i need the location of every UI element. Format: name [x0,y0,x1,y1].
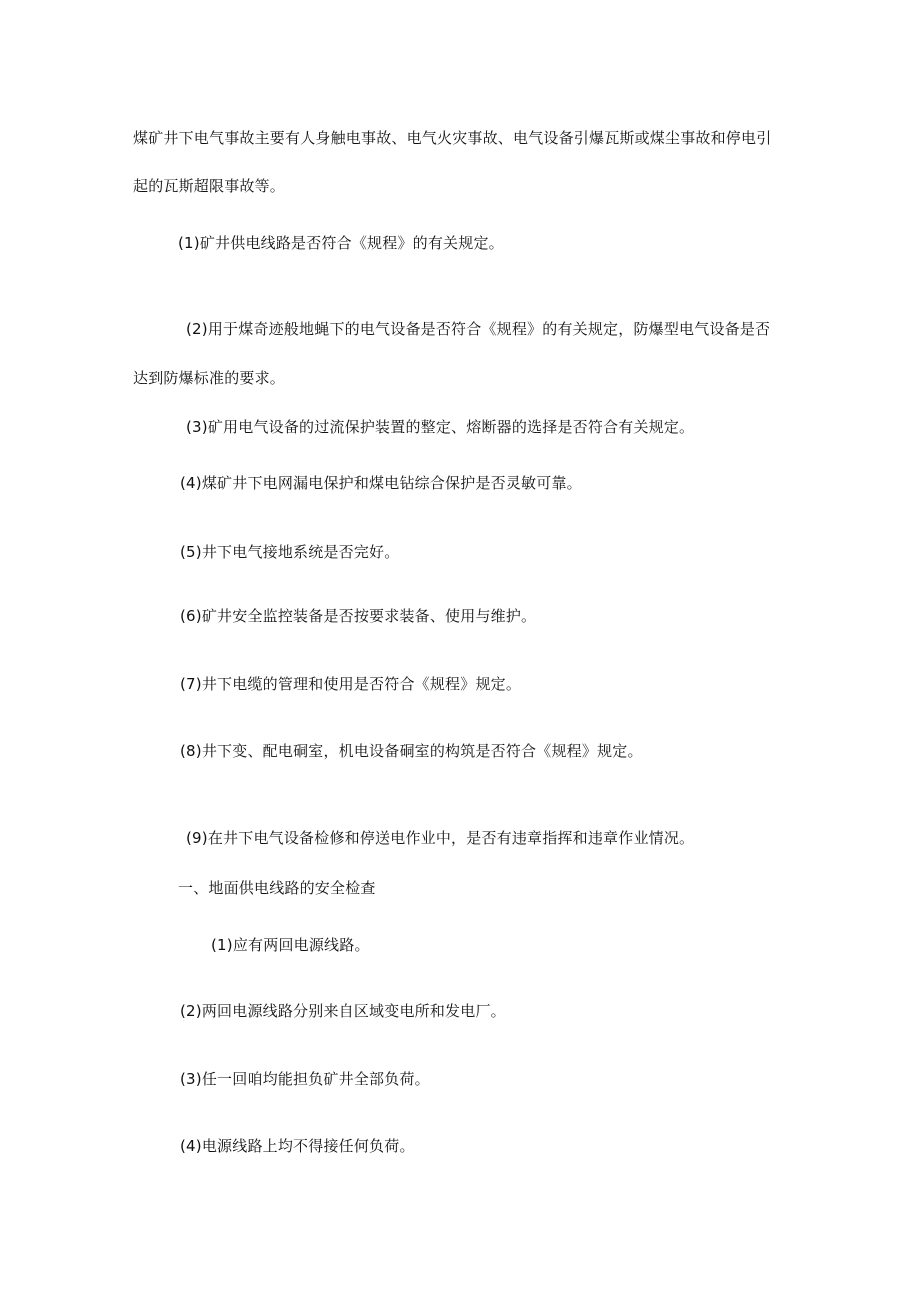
check-item-7: (7)井下电缆的管理和使用是否符合《规程》规定。 [180,675,522,693]
check-item-8: (8)井下变、配电硐室，机电设备硐室的构筑是否符合《规程》规定。 [180,742,643,760]
check-item-9: (9)在井下电气设备检修和停送电作业中，是否有违章指挥和违章作业情况。 [186,829,695,847]
check-item-6: (6)矿井安全监控装备是否按要求装备、使用与维护。 [180,607,537,625]
intro-paragraph-line-2: 起的瓦斯超限事故等。 [133,177,286,195]
check-item-3: (3)矿用电气设备的过流保护装置的整定、熔断器的选择是否符合有关规定。 [186,418,695,436]
section-item-1: (1)应有两回电源线路。 [211,936,370,954]
check-item-2: (2)用于煤奇迹般地蝇下的电气设备是否符合《规程》的有关规定，防爆型电气设备是否 [186,320,771,338]
section-item-2: (2)两回电源线路分别来自区域变电所和发电厂。 [180,1002,506,1020]
section-item-3: (3)任一回咱均能担负矿井全部负荷。 [180,1070,430,1088]
check-item-4: (4)煤矿井下电网漏电保护和煤电钻综合保护是否灵敏可靠。 [180,474,582,492]
check-item-5: (5)井下电气接地系统是否完好。 [180,543,400,561]
check-item-1: (1)矿井供电线路是否符合《规程》的有关规定。 [178,234,504,252]
intro-paragraph-line-1: 煤矿井下电气事故主要有人身触电事故、电气火灾事故、电气设备引爆瓦斯或煤尘事故和停电引 [133,129,772,147]
section-heading: 一、地面供电线路的安全检查 [178,879,376,897]
check-item-2-continued: 达到防爆标准的要求。 [133,369,286,387]
section-item-4: (4)电源线路上均不得接任何负荷。 [180,1137,415,1155]
